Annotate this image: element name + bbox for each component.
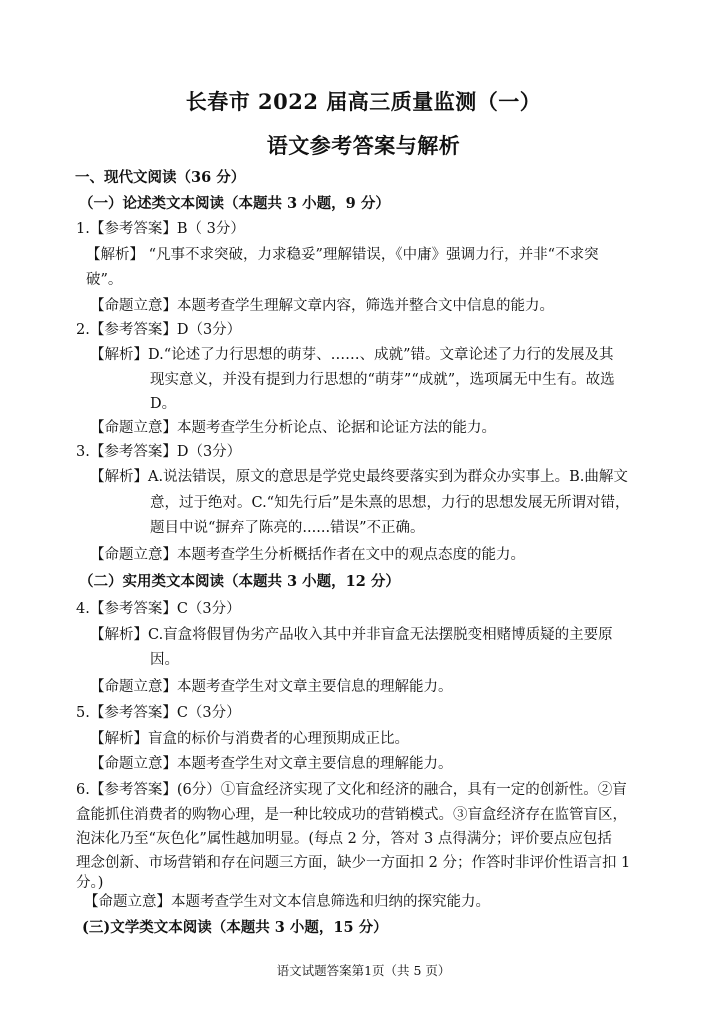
q2-analysis-cont-2: D。 xyxy=(150,396,177,412)
q2-analysis-cont: 现实意义，并没有提到力行思想的“萌芽”“成就”，选项属无中生有。故选 xyxy=(150,372,615,388)
q6-intent: 【命题立意】本题考查学生对文本信息筛选和归纳的探究能力。 xyxy=(84,894,490,910)
section-heading-1: 一、现代文阅读（36 分） xyxy=(75,169,246,186)
q4-analysis-cont: 因。 xyxy=(150,652,179,668)
q6-answer: 6.【参考答案】(6分）①盲盒经济实现了文化和经济的融合，具有一定的创新性。②盲 xyxy=(76,782,627,798)
q2-answer: 2.【参考答案】D（3分） xyxy=(76,322,242,338)
q1-analysis: 【解析】 “凡事不求突破，力求稳妥”理解错误，《中庸》强调力行，并非“不求突 xyxy=(86,247,599,263)
q1-intent: 【命题立意】本题考查学生理解文章内容，筛选并整合文中信息的能力。 xyxy=(90,298,554,314)
page-subtitle: 语文参考答案与解析 xyxy=(266,133,461,158)
q2-analysis: 【解析】D.“论述了力行思想的萌芽、……、成就”错。文章论述了力行的发展及其 xyxy=(90,347,614,363)
q3-analysis-cont: 意，过于绝对。C.“知先行后”是朱熹的思想，力行的思想发展无所谓对错， xyxy=(150,495,630,511)
q4-analysis: 【解析】C.盲盒将假冒伪劣产品收入其中并非盲盒无法摆脱变相赌博质疑的主要原 xyxy=(90,627,613,643)
part-heading-2: （二）实用类文本阅读（本题共 3 小题，12 分） xyxy=(79,573,400,590)
page-footer: 语文试题答案第1页（共 5 页） xyxy=(276,963,451,978)
q5-analysis: 【解析】盲盒的标价与消费者的心理预期成正比。 xyxy=(90,731,409,747)
q6-answer-cont-3: 理念创新、市场营销和存在问题三方面，缺少一方面扣 2 分；作答时非评价性语言扣 1 xyxy=(76,855,631,871)
q6-answer-cont-4: 分。) xyxy=(76,875,104,891)
q4-answer: 4.【参考答案】C（3分） xyxy=(76,601,241,617)
q3-analysis-cont-2: 题目中说“摒弃了陈亮的......错误”不正确。 xyxy=(150,520,425,536)
q6-answer-cont-1: 盒能抓住消费者的购物心理，是一种比较成功的营销模式。③盲盒经济存在监管盲区， xyxy=(76,807,627,823)
q3-intent: 【命题立意】本题考查学生分析概括作者在文中的观点态度的能力。 xyxy=(90,547,525,563)
q5-answer: 5.【参考答案】C（3分） xyxy=(76,705,241,721)
q3-analysis: 【解析】A.说法错误，原文的意思是学党史最终要落实到为群众办实事上。B.曲解文 xyxy=(90,469,628,485)
q1-analysis-cont: 破”。 xyxy=(86,272,123,288)
q4-intent: 【命题立意】本题考查学生对文章主要信息的理解能力。 xyxy=(90,679,453,695)
part-heading-1: （一）论述类文本阅读（本题共 3 小题，9 分） xyxy=(79,195,390,212)
page-title: 长春市 2022 届高三质量监测（一） xyxy=(185,89,542,114)
q5-intent: 【命题立意】本题考查学生对文章主要信息的理解能力。 xyxy=(90,756,453,772)
q3-answer: 3.【参考答案】D（3分） xyxy=(76,444,242,460)
q6-answer-cont-2: 泡沫化乃至“灰色化”属性越加明显。(每点 2 分，答对 3 点得满分；评价要点应包括 xyxy=(76,831,612,847)
q1-answer: 1.【参考答案】B（ 3分） xyxy=(76,221,245,237)
part-heading-3: (三)文学类文本阅读（本题共 3 小题，15 分） xyxy=(82,919,388,936)
q2-intent: 【命题立意】本题考查学生分析论点、论据和论证方法的能力。 xyxy=(90,420,496,436)
